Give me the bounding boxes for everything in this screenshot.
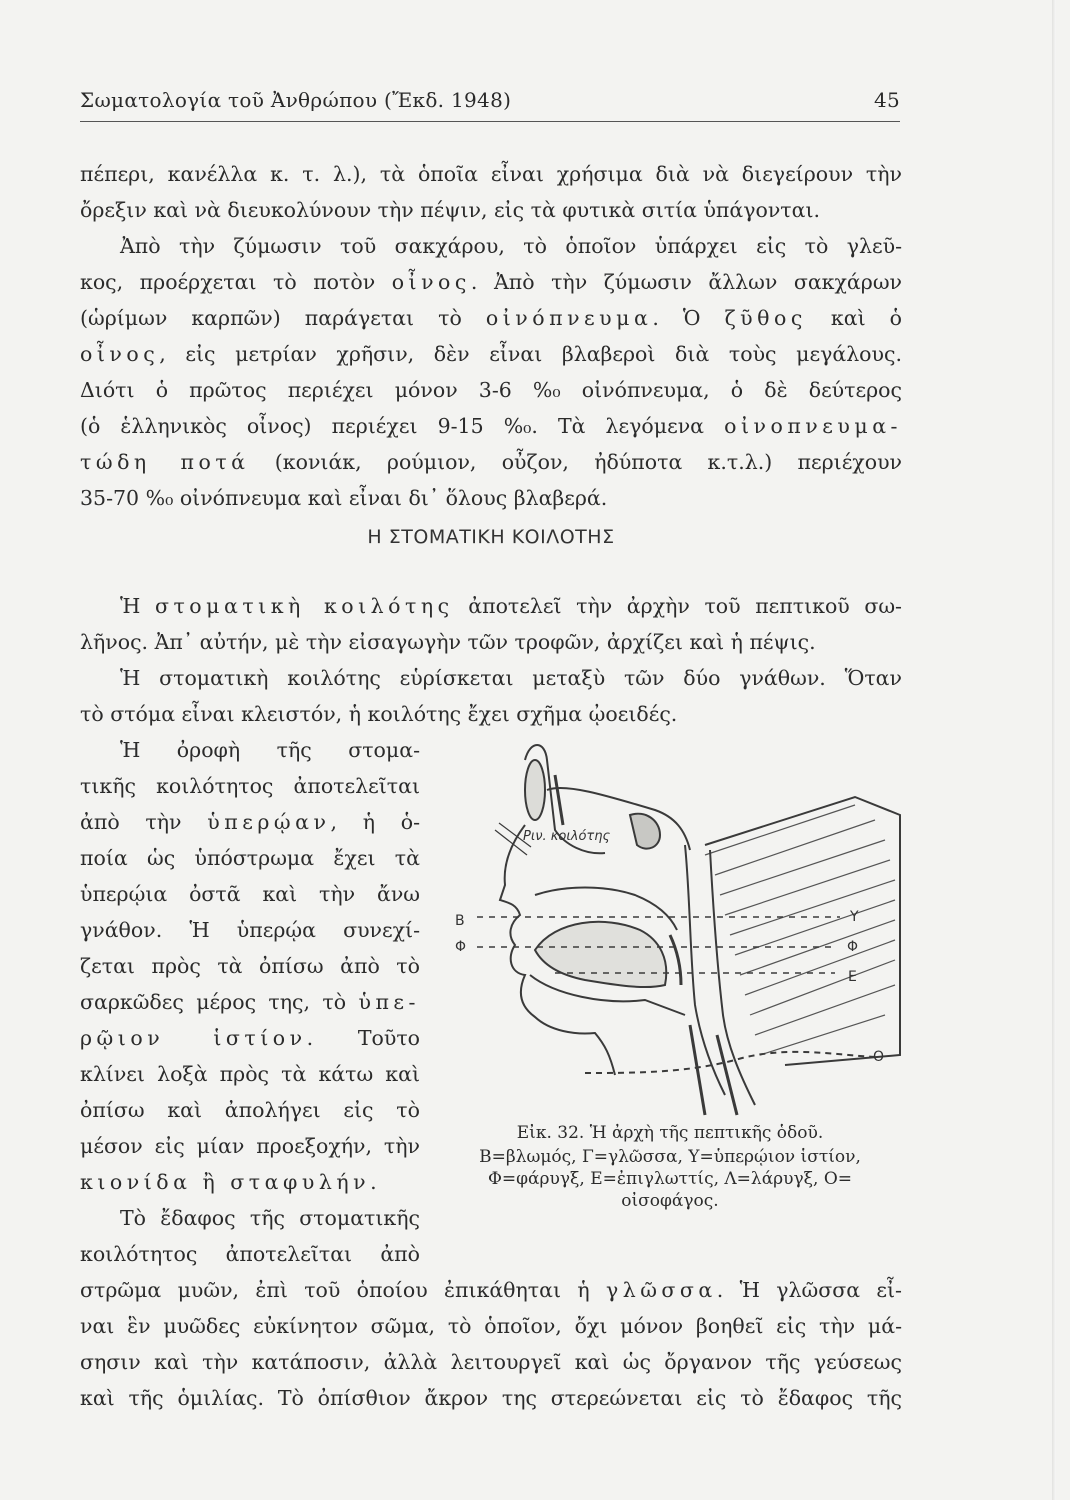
figure-caption-line: Β=βλωμός, Γ=γλῶσσα, Υ=ὑπερῴιον ἱστίον, xyxy=(479,1147,861,1167)
text-span: Ἡ xyxy=(120,594,155,618)
label-f: Φ xyxy=(455,939,467,955)
text-line xyxy=(80,268,902,298)
text-span: σαρκῶδες μέρος της, τὸ xyxy=(80,990,359,1014)
text-span: . Ὁ xyxy=(652,306,725,330)
header-rule xyxy=(80,121,900,122)
tongue xyxy=(535,922,666,987)
text-line: κοιλότητος ἀποτελεῖται ἀπὸ xyxy=(80,1242,420,1266)
text-span: κος, προέρχεται τὸ ποτὸν xyxy=(80,270,392,294)
spaced-term: οἰνόπνευμα xyxy=(485,306,653,330)
spaced-term: κιονίδα ἢ σταφυλήν xyxy=(80,1170,371,1194)
text-line xyxy=(80,340,902,370)
text-line: Τὸ ἔδαφος τῆς στοματικῆς xyxy=(120,1206,420,1230)
neck-outline xyxy=(705,797,900,1065)
neck-hatching xyxy=(705,805,895,1055)
figure-caption-title: Εἰκ. 32. Ἡ ἀρχὴ τῆς πεπτικῆς ὁδοῦ. xyxy=(516,1123,824,1143)
text-span: (ὡρίμων καρπῶν) παράγεται τὸ xyxy=(80,306,486,330)
esophagus-path xyxy=(585,1052,875,1073)
text-line xyxy=(80,1168,420,1198)
figure-caption-line: οἰσοφάγος. xyxy=(621,1191,719,1211)
label-b: Β xyxy=(455,913,465,929)
text-line: τικῆς κοιλότητος ἀποτελεῖται xyxy=(80,774,420,798)
spaced-term: οἰνοπνευμα- xyxy=(724,414,902,438)
epiglottis xyxy=(670,935,681,985)
text-line: Ἡ ὀροφὴ τῆς στομα- xyxy=(120,738,420,762)
text-line: σησιν καὶ τὴν κατάποσιν, ἀλλὰ λειτουργεῖ καὶ ὡς ὄργανον τῆς γεύσεως xyxy=(80,1350,902,1374)
text-span: . xyxy=(370,1170,377,1194)
text-line: πέπερι, κανέλλα κ. τ. λ.), τὰ ὁποῖα εἶναι χρήσιμα διὰ νὰ διεγείρουν τὴν xyxy=(80,162,902,186)
page-edge xyxy=(1052,0,1056,1500)
figure-caption-line: Φ=φάρυγξ, Ε=ἐπιγλωττίς, Λ=λάρυγξ, Ο= xyxy=(487,1169,853,1189)
text-span: . Τοῦτο xyxy=(306,1026,420,1050)
text-span: , ἡ ὁ- xyxy=(330,810,420,834)
spaced-term: στοματικὴ κοιλότης xyxy=(154,594,454,618)
spaced-term: τώδη ποτά xyxy=(80,450,250,474)
section-heading: Η ΣΤΟΜΑΤΙΚΗ ΚΟΙΛΟΤΗΣ xyxy=(367,526,615,548)
spaced-term: ρῷιον ἱστίον xyxy=(80,1026,307,1050)
text-span: (ὁ ἑλληνικὸς οἶνος) περιέχει 9-15 %₀. Τὰ λεγόμενα xyxy=(80,414,725,438)
text-line xyxy=(80,448,902,478)
text-line: λῆνος. Ἀπ᾽ αὐτήν, μὲ τὴν εἰσαγωγὴν τῶν τροφῶν, ἀρχίζει καὶ ἡ πέψις. xyxy=(80,630,816,654)
text-line: μέσον εἰς μίαν προεξοχήν, τὴν xyxy=(80,1134,420,1158)
text-line: ὑπερῴια ὀστᾶ καὶ τὴν ἄνω xyxy=(80,882,420,906)
text-line: κλίνει λοξὰ πρὸς τὰ κάτω καὶ xyxy=(80,1062,420,1086)
nasal-cavity-label: Ριν. κοιλότης xyxy=(523,829,611,844)
text-span: . Ἀπὸ τὴν ζύμωσιν ἄλλων σακχάρων xyxy=(470,270,902,294)
text-line xyxy=(80,304,902,334)
spaced-term: ζῦθος xyxy=(724,306,807,330)
spaced-term: οἶνος xyxy=(391,270,471,294)
text-line: Ἀπὸ τὴν ζύμωσιν τοῦ σακχάρου, τὸ ὁποῖον ὑπάρχει εἰς τὸ γλεῦ- xyxy=(120,234,902,258)
text-line xyxy=(80,988,420,1018)
text-line: ὀπίσω καὶ ἀπολήγει εἰς τὸ xyxy=(80,1098,420,1122)
text-line: ὄρεξιν καὶ νὰ διευκολύνουν τὴν πέψιν, εἰς τὰ φυτικὰ σιτία ὑπάγονται. xyxy=(80,198,821,222)
text-span: ἀπὸ τὴν xyxy=(80,810,208,834)
text-line: ναι ἓν μυῶδες εὐκίνητον σῶμα, τὸ ὁποῖον, ὄχι μόνον βοηθεῖ εἰς τὴν μά- xyxy=(80,1314,902,1338)
running-title: Σωματολογία τοῦ Ἀνθρώπου (Ἔκδ. 1948) xyxy=(80,88,512,112)
text-span: ἀποτελεῖ τὴν ἀρχὴν τοῦ πεπτικοῦ σω- xyxy=(453,594,902,618)
text-span: καὶ ὁ xyxy=(806,306,902,330)
text-line xyxy=(80,1024,420,1054)
text-line: γνάθον. Ἡ ὑπερῴα συνεχί- xyxy=(80,918,420,942)
text-span: , εἰς μετρίαν χρῆσιν, δὲν εἶναι βλαβεροὶ διὰ τοὺς μεγάλους. xyxy=(159,342,902,366)
label-phi: Φ xyxy=(847,939,859,955)
text-line: ζεται πρὸς τὰ ὀπίσω ἀπὸ τὸ xyxy=(80,954,420,978)
text-line: Ἡ στοματικὴ κοιλότης εὑρίσκεται μεταξὺ τῶν δύο γνάθων. Ὅταν xyxy=(120,666,902,690)
label-e: Ε xyxy=(848,969,857,985)
text-line xyxy=(80,808,420,838)
pharynx-back-wall xyxy=(710,850,755,1105)
running-header xyxy=(80,88,900,118)
text-line: ποία ὡς ὑπόστρωμα ἔχει τὰ xyxy=(80,846,420,870)
spaced-term: ὑπερῴαν xyxy=(207,810,331,834)
spaced-term: γλῶσσα xyxy=(605,1278,717,1302)
text-span: στρῶμα μυῶν, ἐπὶ τοῦ ὁποίου ἐπικάθηται ἡ xyxy=(80,1278,606,1302)
text-line: καὶ τῆς ὁμιλίας. Τὸ ὀπίσθιον ἄκρον της στερεώνεται εἰς τὸ ἔδαφος τῆς xyxy=(80,1386,902,1410)
spaced-term: οἶνος xyxy=(80,342,160,366)
spaced-term: ὑπε- xyxy=(358,990,420,1014)
label-o: Ο xyxy=(873,1049,885,1065)
text-line: 35-70 %₀ οἰνόπνευμα καὶ εἶναι δι᾽ ὅλους βλαβερά. xyxy=(80,486,608,510)
text-span: . Ἡ γλῶσσα εἶ- xyxy=(716,1278,902,1302)
digestive-tract-diagram xyxy=(455,735,905,1120)
text-line: Διότι ὁ πρῶτος περιέχει μόνον 3-6 %₀ οἰνόπνευμα, ὁ δὲ δεύτερος xyxy=(80,378,902,402)
text-line xyxy=(80,1276,902,1306)
page-number: 45 xyxy=(873,88,900,112)
text-line xyxy=(80,412,902,442)
text-line xyxy=(80,592,902,622)
text-line: τὸ στόμα εἶναι κλειστόν, ἡ κοιλότης ἔχει σχῆμα ᾠοειδές. xyxy=(80,702,678,726)
text-span: (κονιάκ, ρούμιον, οὖζον, ἠδύποτα κ.τ.λ.) περιέχουν xyxy=(249,450,903,474)
label-y: Υ xyxy=(850,909,859,925)
